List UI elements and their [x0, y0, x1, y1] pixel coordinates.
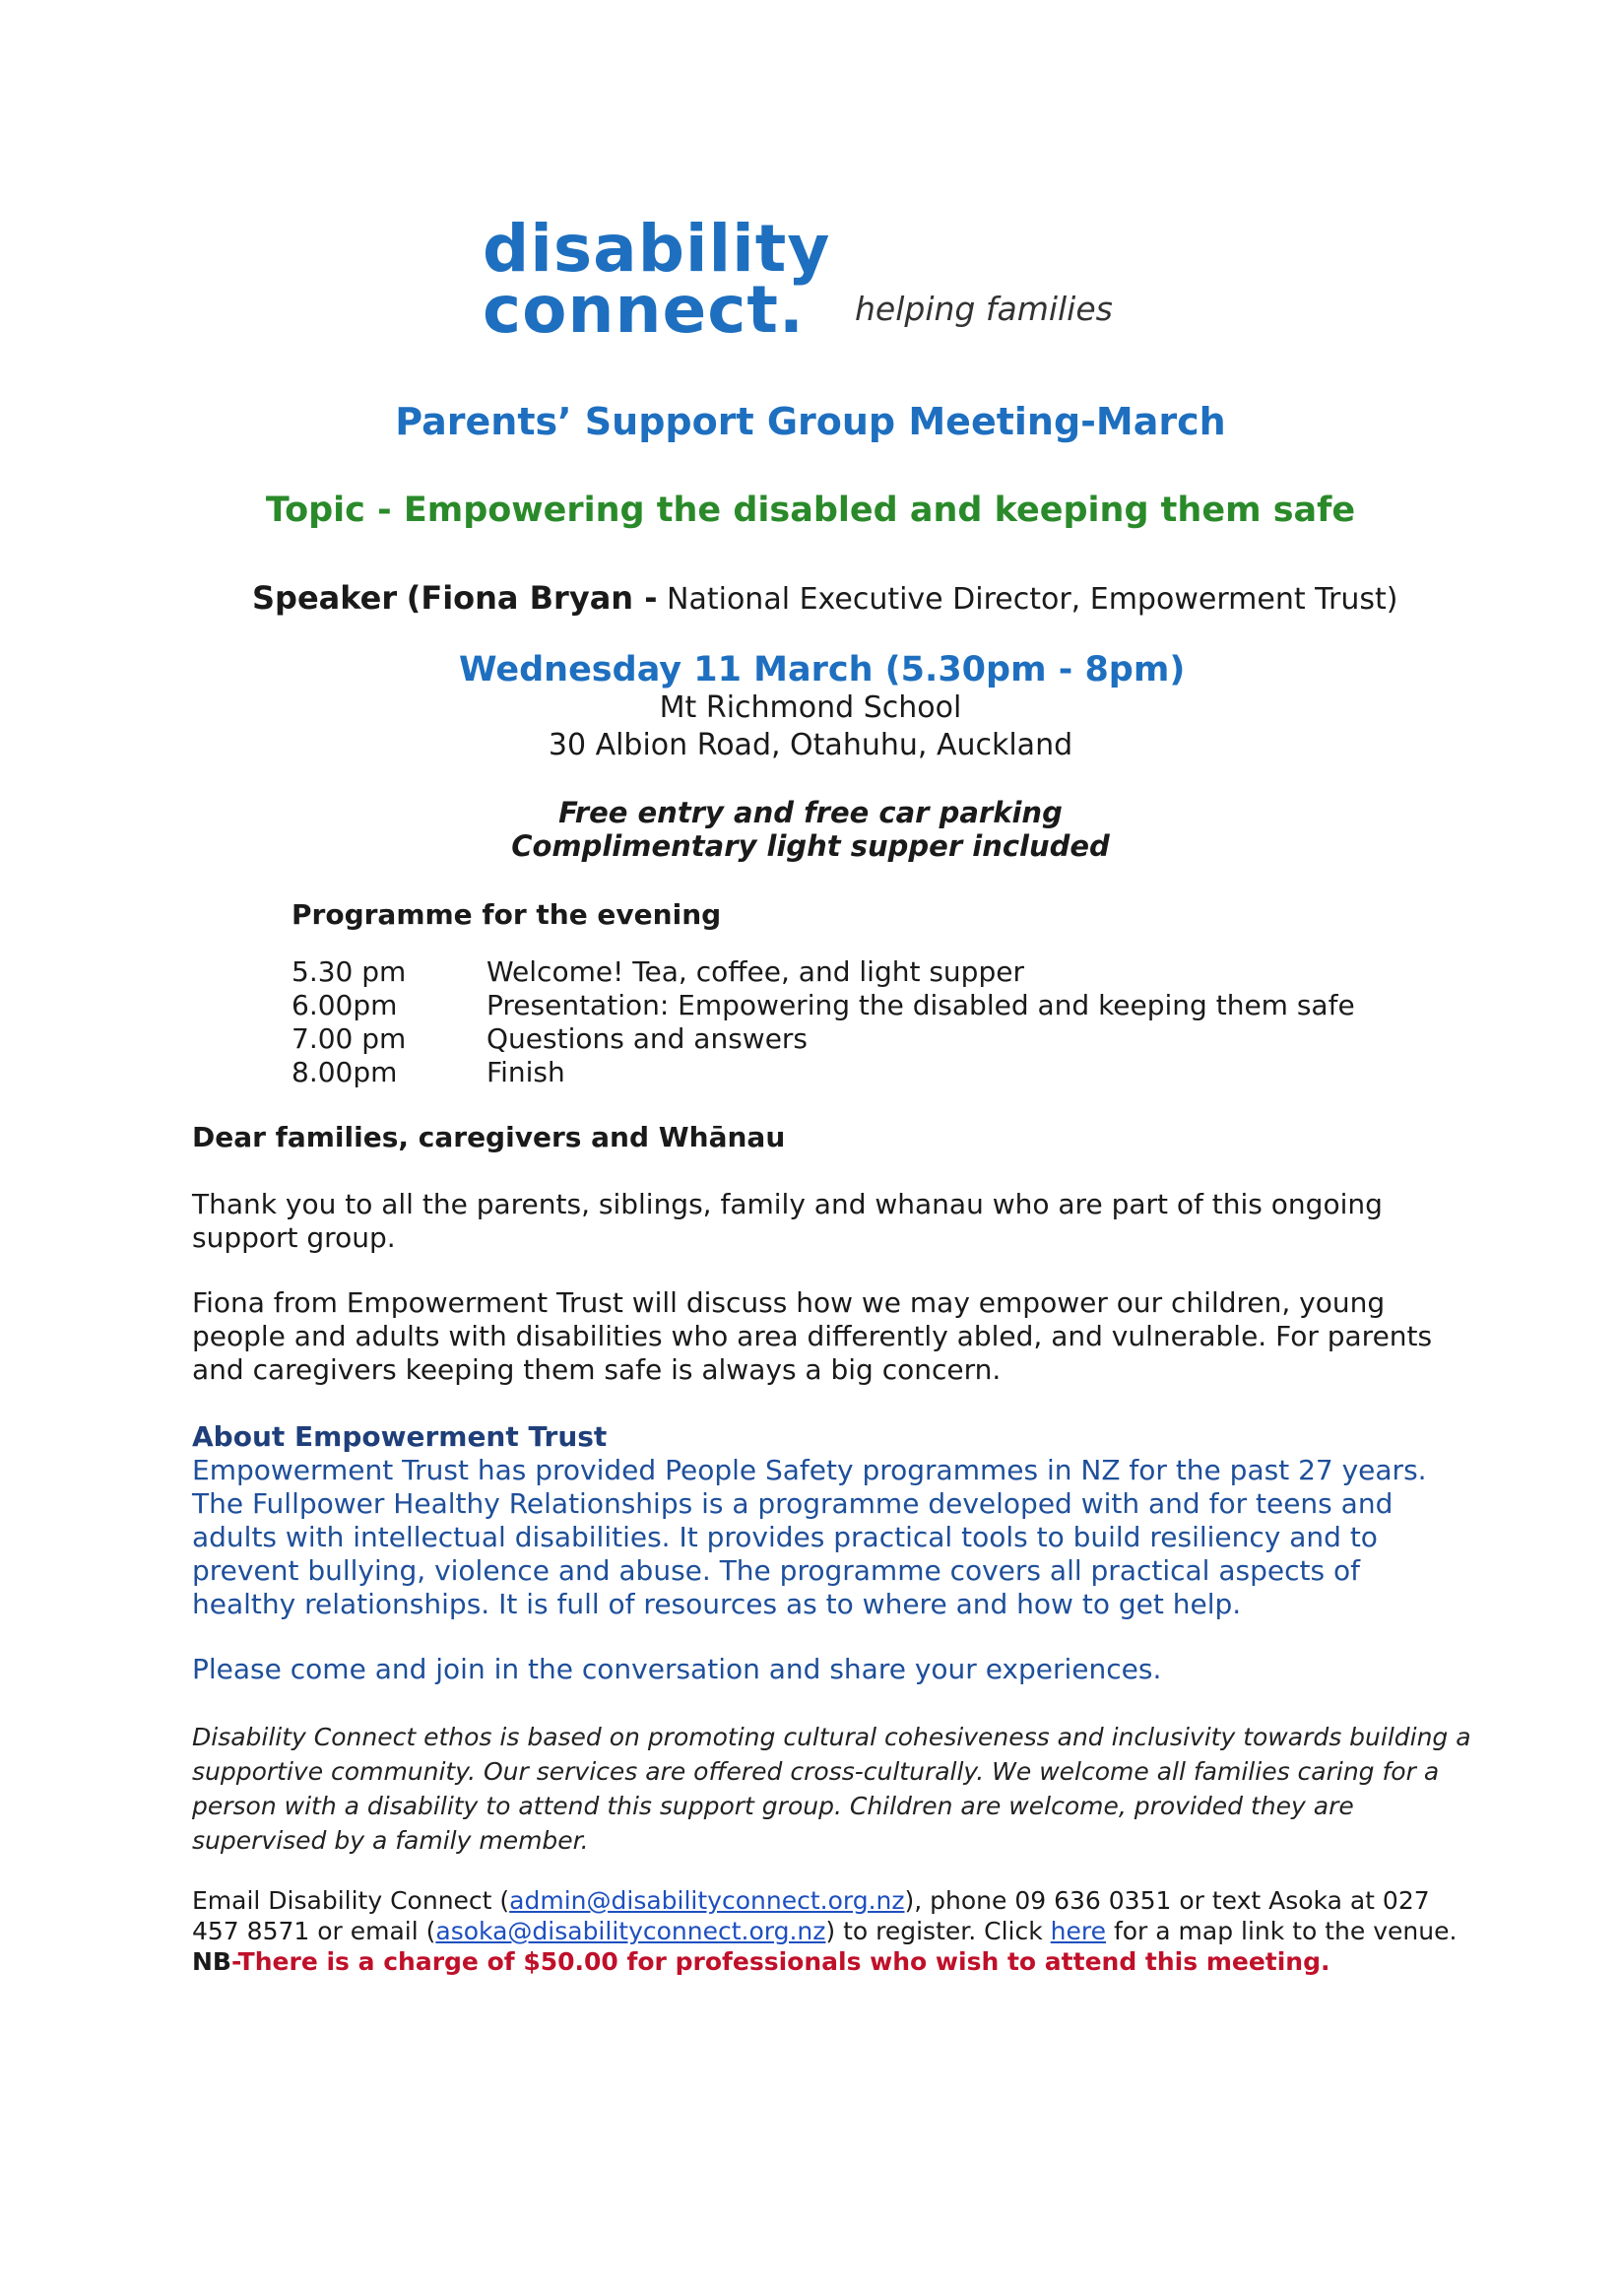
- greeting: Dear families, caregivers and Whānau: [192, 1121, 786, 1153]
- speaker-line: [252, 579, 1398, 617]
- professional-charge-notice: -There is a charge of $50.00 for professionals who wish to attend this meeting.: [230, 1947, 1330, 1976]
- logo-line2: connect.: [483, 272, 805, 348]
- contact-text: Email Disability Connect (: [192, 1886, 510, 1915]
- programme-time: 5.30 pm: [292, 955, 407, 988]
- logo-tagline: helping families: [855, 290, 1113, 328]
- about-heading: About Empowerment Trust: [192, 1420, 608, 1453]
- programme-desc: Questions and answers: [486, 1022, 809, 1055]
- event-venue: Mt Richmond School: [659, 690, 962, 725]
- programme-heading: Programme for the evening: [292, 898, 722, 931]
- event-address: 30 Albion Road, Otahuhu, Auckland: [548, 728, 1073, 762]
- page-title: Parents’ Support Group Meeting-March: [395, 400, 1226, 443]
- programme-item: [292, 989, 1355, 1022]
- programme-desc: Welcome! Tea, coffee, and light supper: [486, 955, 1024, 988]
- asoka-email-link[interactable]: asoka@disabilityconnect.org.nz: [435, 1917, 826, 1945]
- logo: [483, 211, 831, 348]
- topic-heading: Topic - Empowering the disabled and keeping them safe: [265, 491, 1356, 530]
- supper-note: Complimentary light supper included: [511, 829, 1110, 863]
- admin-email-link[interactable]: admin@disabilityconnect.org.nz: [509, 1886, 905, 1915]
- programme-item: [292, 1022, 1355, 1056]
- ethos-statement: Disability Connect ethos is based on promoting cultural cohesiveness and inclusivity towards building a supportive community. Our services are offered cross-culturally. We welcome all families caring for a person with a disability to attend this support group. Children are welcome, provided they are supervised by a family member.: [192, 1723, 1471, 1855]
- contact-block: [192, 1885, 1472, 1977]
- programme-list: [292, 955, 1355, 1089]
- programme-desc: Finish: [486, 1056, 565, 1088]
- contact-text: for a map link to the venue.: [1106, 1917, 1458, 1945]
- programme-time: 6.00pm: [292, 989, 398, 1021]
- programme-desc: Presentation: Empowering the disabled and keeping them safe: [486, 989, 1355, 1021]
- paragraph-thanks: Thank you to all the parents, siblings, family and whanau who are part of this ongoing support group.: [192, 1188, 1383, 1254]
- speaker-open: (: [406, 579, 421, 617]
- speaker-role: National Executive Director, Empowerment Trust): [667, 582, 1398, 617]
- nb-label: NB: [192, 1947, 231, 1976]
- about-body: Empowerment Trust has provided People Safety programmes in NZ for the past 27 years. The Fullpower Healthy Relationships is a programme developed with and for teens and adults with intellectual disabilities. It provides practical tools to build resiliency and to prevent bullying, violence and abuse. The programme covers all practical aspects of healthy relationships. It is full of resources as to where and how to get help.: [192, 1454, 1427, 1620]
- contact-text: ), phone 09 636 0351 or text Asoka at 027 457 8571 or email (: [192, 1886, 1430, 1945]
- contact-text: ) to register. Click: [825, 1917, 1051, 1945]
- speaker-label: Speaker: [252, 579, 398, 617]
- programme-time: 8.00pm: [292, 1056, 398, 1088]
- programme-item: [292, 955, 1355, 989]
- logo-line1: disability: [483, 211, 831, 287]
- event-date: Wednesday 11 March (5.30pm - 8pm): [459, 650, 1186, 689]
- invite-text: Please come and join in the conversation and share your experiences.: [192, 1653, 1162, 1685]
- programme-item: [292, 1056, 1355, 1089]
- speaker-name: Fiona Bryan -: [421, 579, 658, 617]
- paragraph-fiona: Fiona from Empowerment Trust will discuss how we may empower our children, young people and adults with disabilities who area differently abled, and vulnerable. For parents and caregivers keeping them safe is always a big concern.: [192, 1286, 1433, 1386]
- free-entry-note: Free entry and free car parking: [558, 796, 1063, 829]
- programme-time: 7.00 pm: [292, 1022, 407, 1055]
- map-link[interactable]: here: [1050, 1917, 1107, 1945]
